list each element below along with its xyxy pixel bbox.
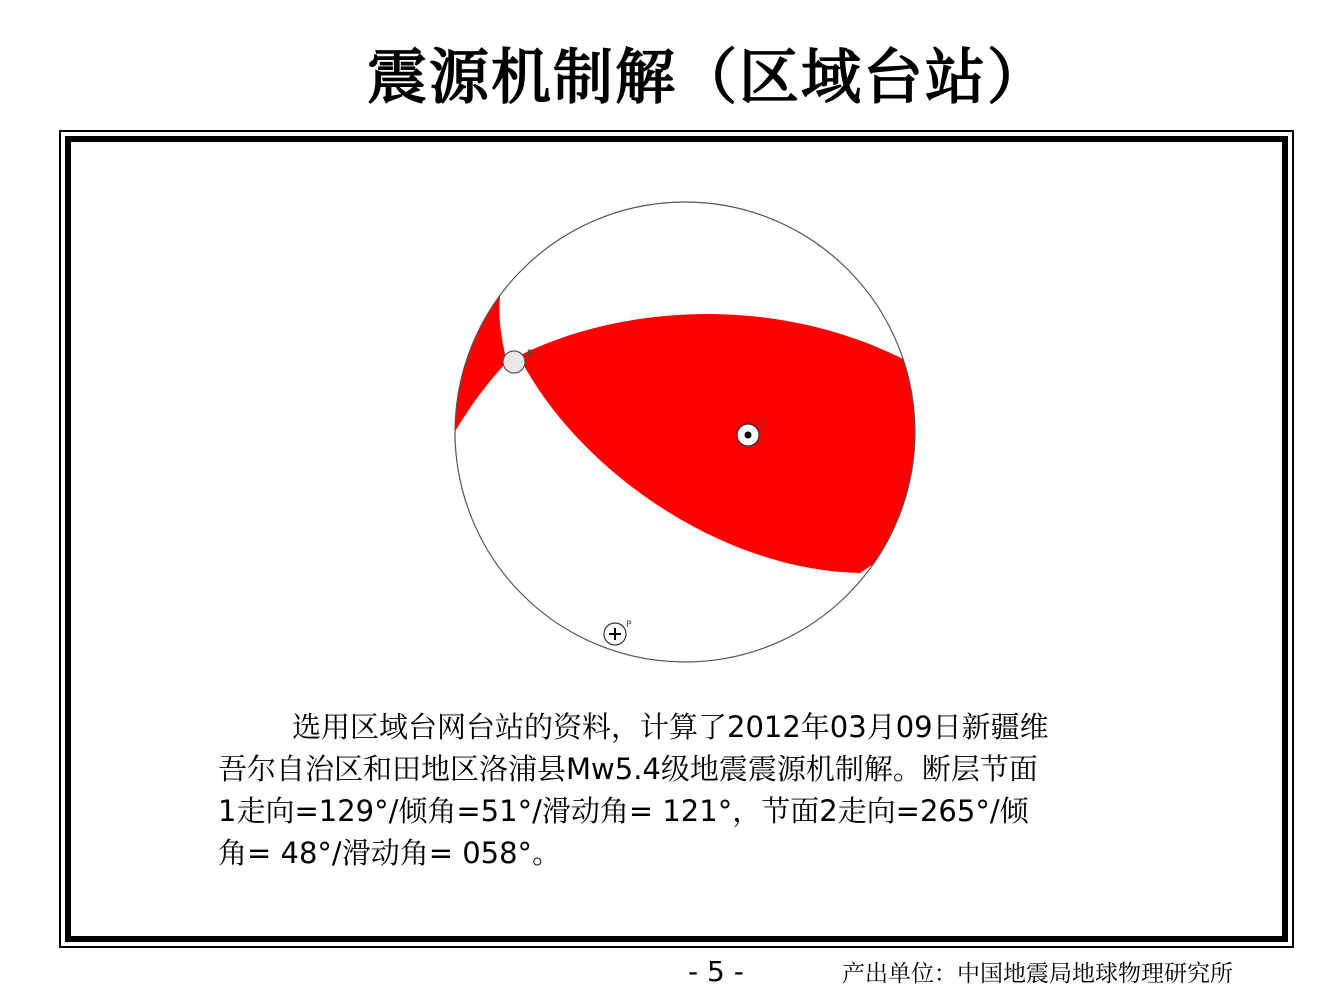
- description-line: 角= 48°/滑动角= 058°。: [218, 836, 562, 870]
- b-axis-label: B: [527, 349, 534, 359]
- description-line: 选用区域台网台站的资料，计算了2012年03月09日新疆维: [292, 710, 1049, 744]
- producer-credit: 产出单位：中国地震局地球物理研究所: [842, 961, 1233, 987]
- description-line: 1走向=129°/倾角=51°/滑动角= 121°，节面2走向=265°/倾: [218, 794, 1029, 828]
- page-number: - 5 -: [688, 955, 744, 988]
- focal-mechanism-beachball: [440, 200, 930, 670]
- description-line: 吾尔自治区和田地区洛浦县Mw5.4级地震震源机制解。断层节面: [218, 752, 1038, 786]
- t-axis-label: T: [759, 420, 765, 430]
- mechanism-description: [218, 706, 1158, 874]
- p-axis-label: P: [626, 620, 632, 630]
- slide-title: 震源机制解（区域台站）: [367, 43, 1049, 113]
